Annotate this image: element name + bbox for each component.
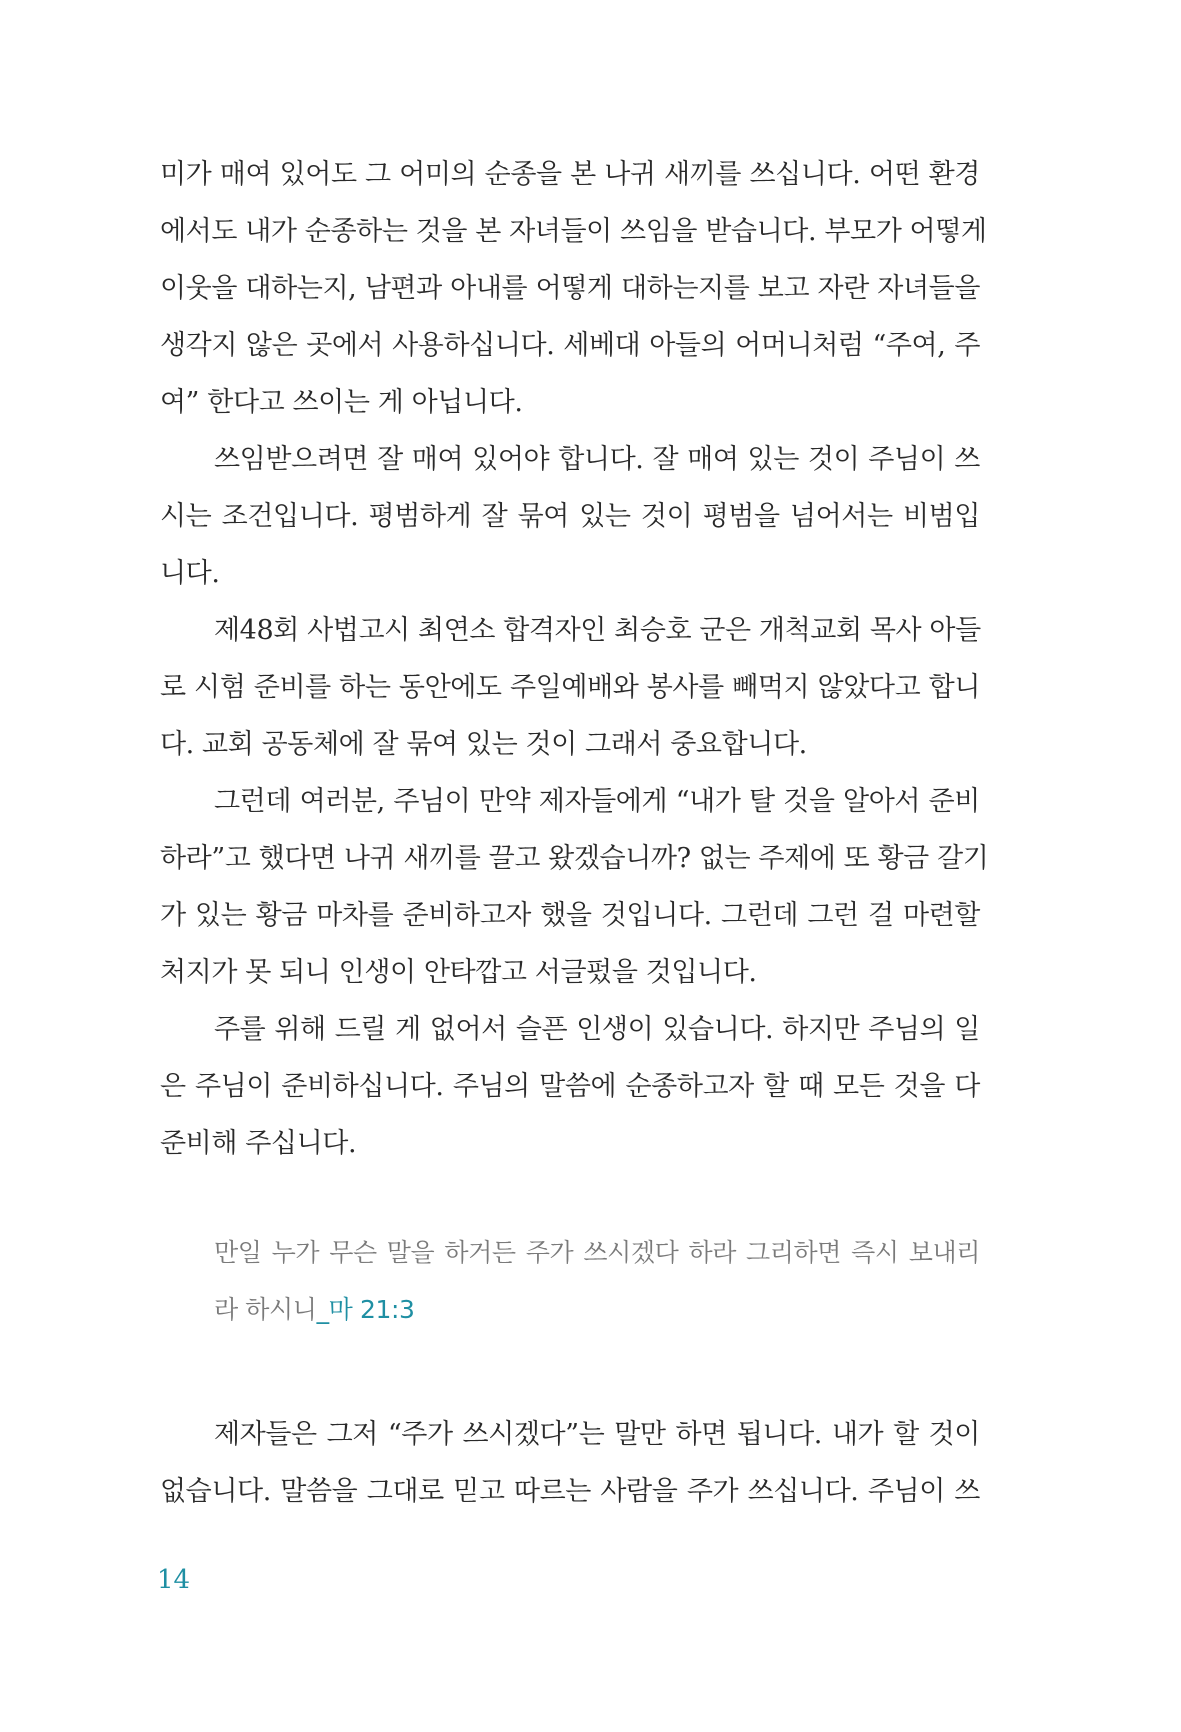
body-text-top	[160, 146, 989, 1172]
text-line: 처지가 못 되니 인생이 안타깝고 서글펐을 것입니다.	[160, 957, 757, 988]
text-line: 은 주님이 준비하십니다. 주님의 말씀에 순종하고자 할 때 모든 것을 다	[160, 1071, 980, 1102]
text-line: 그런데 여러분, 주님이 만약 제자들에게 “내가 탈 것을 알아서 준비	[214, 786, 980, 817]
text-line: 하라”고 했다면 나귀 새끼를 끌고 왔겠습니까? 없는 주제에 또 황금 갈기	[160, 843, 989, 874]
scripture-quote	[214, 1224, 980, 1338]
page-number: 14	[157, 1565, 191, 1595]
text-line: 준비해 주십니다.	[160, 1128, 357, 1159]
text-line: 생각지 않은 곳에서 사용하십니다. 세베대 아들의 어머니처럼 “주여, 주	[160, 330, 980, 361]
text-line: 미가 매여 있어도 그 어미의 순종을 본 나귀 새끼를 쓰십니다. 어떤 환경	[160, 159, 980, 190]
text-line: 다. 교회 공동체에 잘 묶여 있는 것이 그래서 중요합니다.	[160, 729, 807, 760]
text-line: 가 있는 황금 마차를 준비하고자 했을 것입니다. 그런데 그런 걸 마련할	[160, 900, 980, 931]
text-line: 쓰임받으려면 잘 매여 있어야 합니다. 잘 매여 있는 것이 주님이 쓰	[214, 444, 980, 475]
scripture-reference: _마 21:3	[316, 1295, 415, 1324]
text-line: 이웃을 대하는지, 남편과 아내를 어떻게 대하는지를 보고 자란 자녀들을	[160, 273, 980, 304]
quote-line	[214, 1281, 980, 1338]
body-text-bottom	[160, 1406, 980, 1520]
text-line: 에서도 내가 순종하는 것을 본 자녀들이 쓰임을 받습니다. 부모가 어떻게	[160, 216, 987, 247]
text-line: 로 시험 준비를 하는 동안에도 주일예배와 봉사를 빼먹지 않았다고 합니	[160, 672, 980, 703]
text-line: 여” 한다고 쓰이는 게 아닙니다.	[160, 387, 523, 418]
quote-line-text: 라 하시니	[214, 1295, 317, 1324]
text-line: 시는 조건입니다. 평범하게 잘 묶여 있는 것이 평범을 넘어서는 비범입	[160, 501, 980, 532]
text-line: 없습니다. 말씀을 그대로 믿고 따르는 사람을 주가 쓰십니다. 주님이 쓰	[160, 1476, 980, 1507]
text-line: 제48회 사법고시 최연소 합격자인 최승호 군은 개척교회 목사 아들	[214, 615, 981, 646]
text-line: 니다.	[160, 558, 220, 589]
text-line: 제자들은 그저 “주가 쓰시겠다”는 말만 하면 됩니다. 내가 할 것이	[214, 1419, 980, 1450]
text-line: 주를 위해 드릴 게 없어서 슬픈 인생이 있습니다. 하지만 주님의 일	[214, 1014, 980, 1045]
quote-line: 만일 누가 무슨 말을 하거든 주가 쓰시겠다 하라 그리하면 즉시 보내리	[214, 1238, 980, 1267]
